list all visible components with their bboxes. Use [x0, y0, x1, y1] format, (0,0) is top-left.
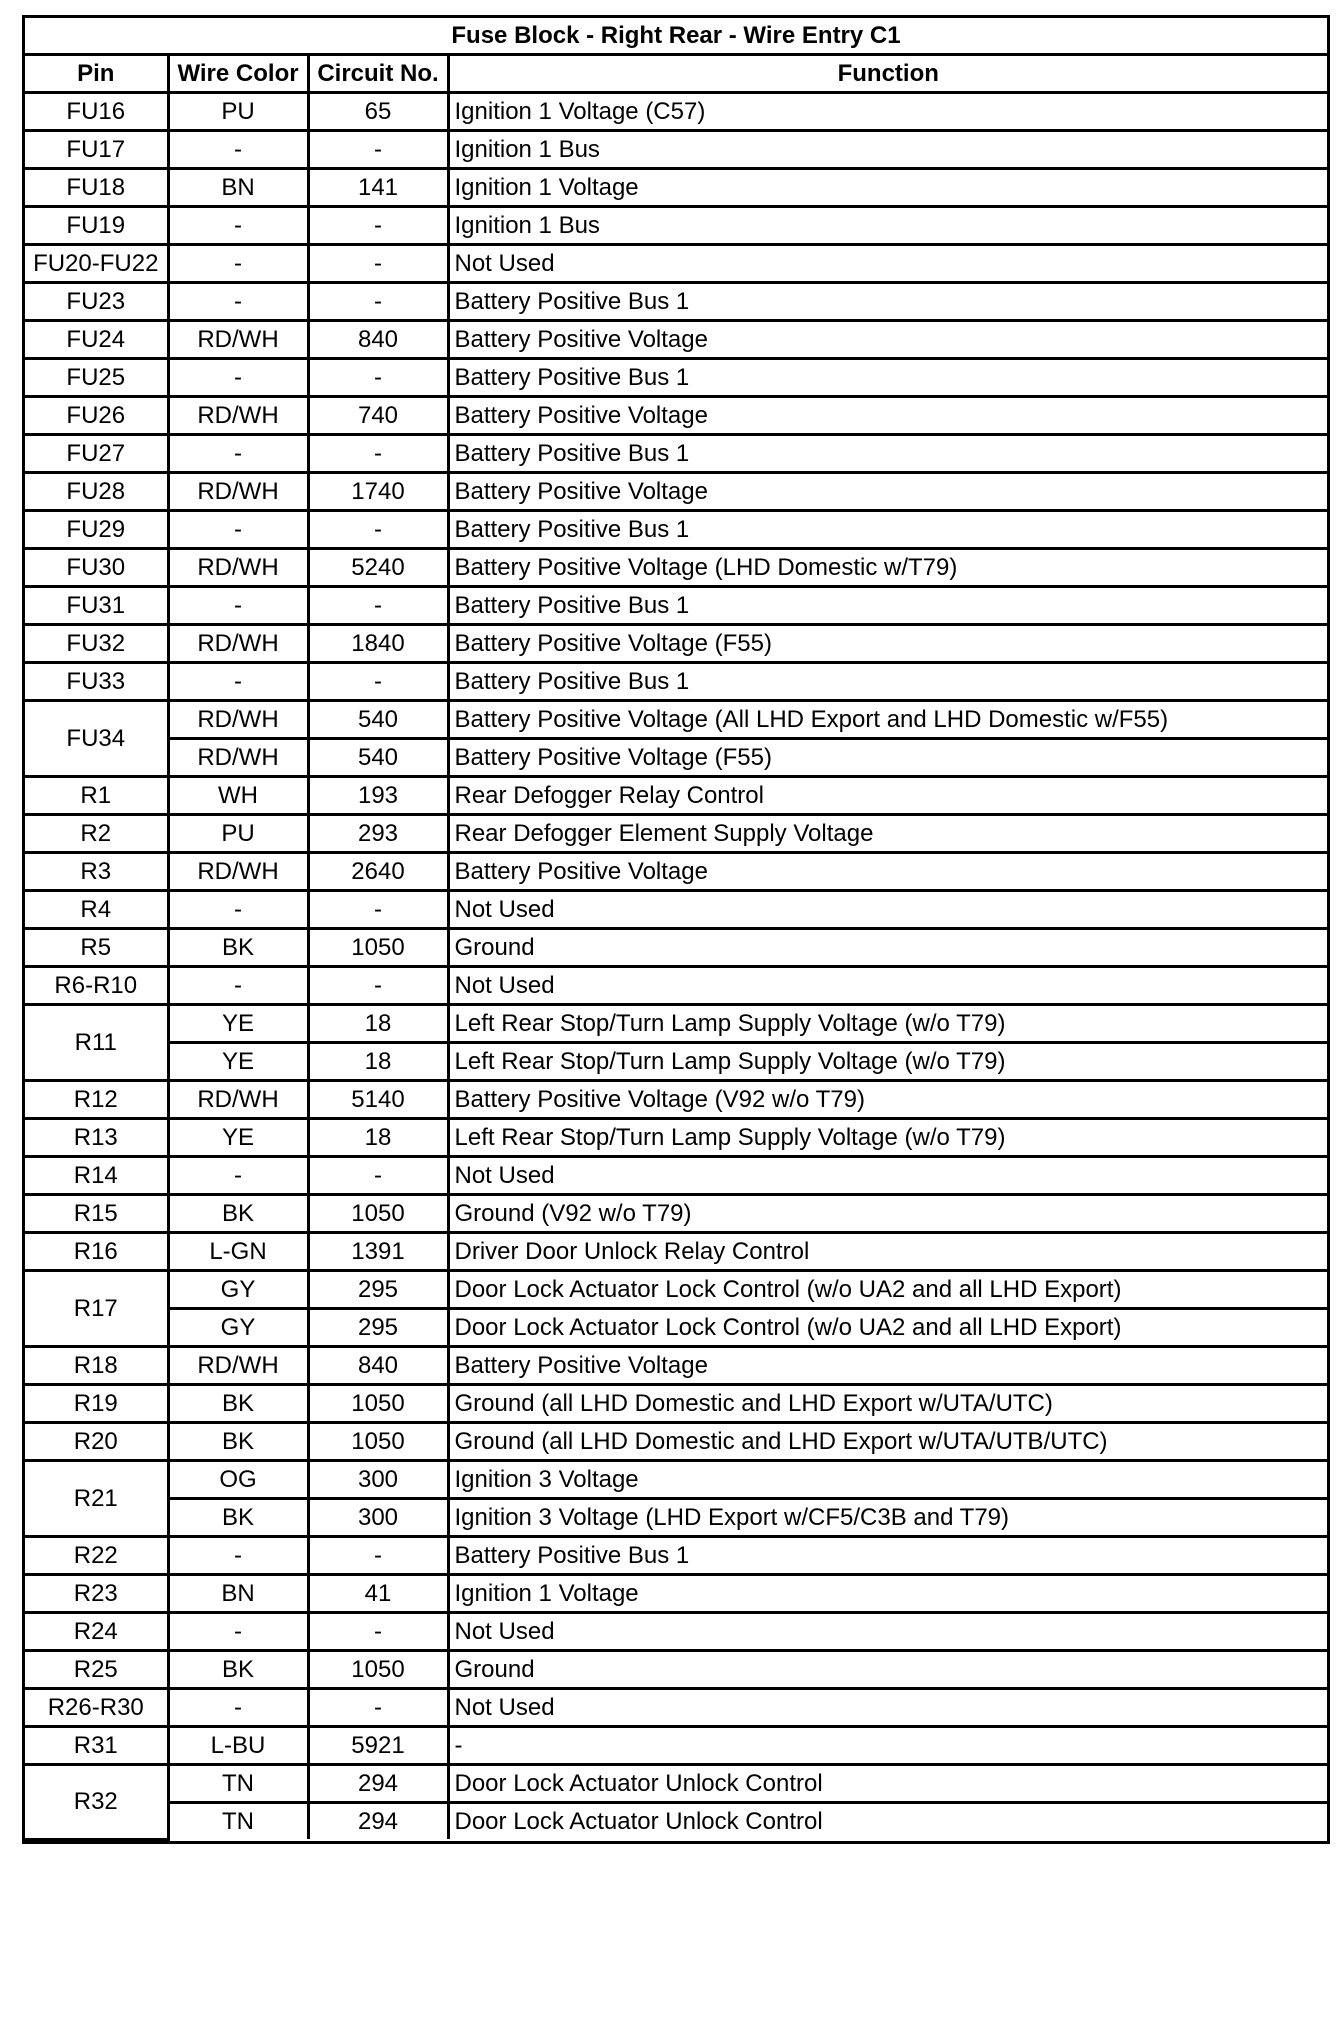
- function-cell: Not Used: [448, 245, 1327, 283]
- table-row: [25, 245, 1327, 283]
- pin-cell: FU32: [25, 625, 168, 663]
- wire-color-cell: RD/WH: [168, 739, 308, 777]
- circuit-no-cell: -: [308, 1613, 448, 1651]
- table-row: [25, 321, 1327, 359]
- circuit-no-cell: 294: [308, 1803, 448, 1840]
- function-cell: Not Used: [448, 891, 1327, 929]
- pin-cell: R3: [25, 853, 168, 891]
- wire-color-cell: BK: [168, 1385, 308, 1423]
- table-row: [25, 1689, 1327, 1727]
- circuit-no-cell: -: [308, 1537, 448, 1575]
- wire-color-cell: -: [168, 1613, 308, 1651]
- wire-color-cell: -: [168, 435, 308, 473]
- pin-cell: R6-R10: [25, 967, 168, 1005]
- table-row: [25, 1575, 1327, 1613]
- wire-color-cell: PU: [168, 93, 308, 131]
- table-row: [25, 929, 1327, 967]
- function-cell: Ignition 1 Voltage (C57): [448, 93, 1327, 131]
- wire-color-cell: RD/WH: [168, 321, 308, 359]
- table-row: [25, 1461, 1327, 1499]
- pin-cell: FU30: [25, 549, 168, 587]
- circuit-no-cell: 1050: [308, 1385, 448, 1423]
- wire-color-cell: YE: [168, 1043, 308, 1081]
- pin-cell: FU34: [25, 701, 168, 777]
- circuit-no-cell: -: [308, 1689, 448, 1727]
- wire-color-cell: RD/WH: [168, 397, 308, 435]
- circuit-no-cell: -: [308, 207, 448, 245]
- table-row: [25, 739, 1327, 777]
- wire-color-cell: -: [168, 1157, 308, 1195]
- circuit-no-cell: 18: [308, 1005, 448, 1043]
- table-row: [25, 1651, 1327, 1689]
- circuit-no-cell: 840: [308, 321, 448, 359]
- wire-color-cell: RD/WH: [168, 625, 308, 663]
- wire-color-cell: PU: [168, 815, 308, 853]
- circuit-no-cell: 300: [308, 1499, 448, 1537]
- circuit-no-cell: 1391: [308, 1233, 448, 1271]
- header-wire-color: Wire Color: [168, 55, 308, 93]
- table-body: [25, 93, 1327, 1840]
- table-row: [25, 967, 1327, 1005]
- function-cell: Battery Positive Voltage (F55): [448, 625, 1327, 663]
- wire-color-cell: -: [168, 1537, 308, 1575]
- pin-cell: R22: [25, 1537, 168, 1575]
- wire-color-cell: RD/WH: [168, 853, 308, 891]
- function-cell: Ignition 3 Voltage (LHD Export w/CF5/C3B and T79): [448, 1499, 1327, 1537]
- fuse-block-table-container: [22, 15, 1330, 1844]
- table-row: [25, 1613, 1327, 1651]
- pin-cell: R2: [25, 815, 168, 853]
- function-cell: Battery Positive Bus 1: [448, 1537, 1327, 1575]
- wire-color-cell: -: [168, 1689, 308, 1727]
- table-row: [25, 891, 1327, 929]
- table-row: [25, 169, 1327, 207]
- pin-cell: R4: [25, 891, 168, 929]
- wire-color-cell: BK: [168, 929, 308, 967]
- wire-color-cell: TN: [168, 1803, 308, 1840]
- circuit-no-cell: -: [308, 587, 448, 625]
- function-cell: Battery Positive Voltage (All LHD Export and LHD Domestic w/F55): [448, 701, 1327, 739]
- table-row: [25, 625, 1327, 663]
- function-cell: Not Used: [448, 1689, 1327, 1727]
- table-row: [25, 1727, 1327, 1765]
- circuit-no-cell: 1050: [308, 1423, 448, 1461]
- function-cell: Battery Positive Bus 1: [448, 587, 1327, 625]
- circuit-no-cell: 18: [308, 1119, 448, 1157]
- wire-color-cell: TN: [168, 1765, 308, 1803]
- wire-color-cell: YE: [168, 1005, 308, 1043]
- wire-color-cell: RD/WH: [168, 473, 308, 511]
- wire-color-cell: -: [168, 663, 308, 701]
- fuse-block-table: [25, 18, 1327, 1841]
- function-cell: Battery Positive Voltage (V92 w/o T79): [448, 1081, 1327, 1119]
- pin-cell: R26-R30: [25, 1689, 168, 1727]
- function-cell: Ignition 1 Bus: [448, 207, 1327, 245]
- pin-cell: R25: [25, 1651, 168, 1689]
- pin-cell: R17: [25, 1271, 168, 1347]
- circuit-no-cell: 5921: [308, 1727, 448, 1765]
- table-row: [25, 1499, 1327, 1537]
- pin-cell: R20: [25, 1423, 168, 1461]
- circuit-no-cell: 295: [308, 1271, 448, 1309]
- table-row: [25, 283, 1327, 321]
- pin-cell: R32: [25, 1765, 168, 1840]
- circuit-no-cell: 65: [308, 93, 448, 131]
- function-cell: Battery Positive Voltage: [448, 397, 1327, 435]
- circuit-no-cell: 293: [308, 815, 448, 853]
- table-title-row: [25, 18, 1327, 55]
- circuit-no-cell: -: [308, 359, 448, 397]
- header-circuit-no: Circuit No.: [308, 55, 448, 93]
- circuit-no-cell: 1050: [308, 929, 448, 967]
- table-row: [25, 359, 1327, 397]
- circuit-no-cell: -: [308, 131, 448, 169]
- table-row: [25, 397, 1327, 435]
- pin-cell: FU25: [25, 359, 168, 397]
- table-row: [25, 815, 1327, 853]
- wire-color-cell: YE: [168, 1119, 308, 1157]
- function-cell: Ground (all LHD Domestic and LHD Export w/UTA/UTB/UTC): [448, 1423, 1327, 1461]
- wire-color-cell: -: [168, 131, 308, 169]
- wire-color-cell: -: [168, 207, 308, 245]
- wire-color-cell: RD/WH: [168, 701, 308, 739]
- wire-color-cell: BK: [168, 1423, 308, 1461]
- table-row: [25, 777, 1327, 815]
- pin-cell: R14: [25, 1157, 168, 1195]
- pin-cell: R21: [25, 1461, 168, 1537]
- circuit-no-cell: 294: [308, 1765, 448, 1803]
- table-row: [25, 1309, 1327, 1347]
- wire-color-cell: BN: [168, 1575, 308, 1613]
- table-header-row: [25, 55, 1327, 93]
- function-cell: Battery Positive Voltage (F55): [448, 739, 1327, 777]
- wire-color-cell: RD/WH: [168, 1081, 308, 1119]
- wire-color-cell: GY: [168, 1309, 308, 1347]
- table-row: [25, 1385, 1327, 1423]
- pin-cell: FU17: [25, 131, 168, 169]
- table-row: [25, 1803, 1327, 1840]
- header-pin: Pin: [25, 55, 168, 93]
- function-cell: Battery Positive Voltage: [448, 321, 1327, 359]
- wire-color-cell: -: [168, 359, 308, 397]
- wire-color-cell: -: [168, 283, 308, 321]
- pin-cell: R11: [25, 1005, 168, 1081]
- table-row: [25, 207, 1327, 245]
- pin-cell: FU29: [25, 511, 168, 549]
- function-cell: Left Rear Stop/Turn Lamp Supply Voltage (w/o T79): [448, 1119, 1327, 1157]
- wire-color-cell: -: [168, 967, 308, 1005]
- wire-color-cell: L-BU: [168, 1727, 308, 1765]
- table-row: [25, 511, 1327, 549]
- pin-cell: FU19: [25, 207, 168, 245]
- circuit-no-cell: 5140: [308, 1081, 448, 1119]
- function-cell: Ignition 1 Voltage: [448, 169, 1327, 207]
- table-row: [25, 587, 1327, 625]
- wire-color-cell: BK: [168, 1499, 308, 1537]
- pin-cell: R5: [25, 929, 168, 967]
- function-cell: Ignition 1 Bus: [448, 131, 1327, 169]
- table-row: [25, 663, 1327, 701]
- table-row: [25, 1119, 1327, 1157]
- function-cell: Rear Defogger Relay Control: [448, 777, 1327, 815]
- function-cell: Battery Positive Voltage: [448, 853, 1327, 891]
- table-row: [25, 1157, 1327, 1195]
- table-row: [25, 1347, 1327, 1385]
- pin-cell: FU27: [25, 435, 168, 473]
- circuit-no-cell: 41: [308, 1575, 448, 1613]
- function-cell: Ignition 1 Voltage: [448, 1575, 1327, 1613]
- pin-cell: FU18: [25, 169, 168, 207]
- circuit-no-cell: 840: [308, 1347, 448, 1385]
- circuit-no-cell: 1840: [308, 625, 448, 663]
- function-cell: Ground (V92 w/o T79): [448, 1195, 1327, 1233]
- function-cell: Battery Positive Voltage: [448, 473, 1327, 511]
- function-cell: Ignition 3 Voltage: [448, 1461, 1327, 1499]
- circuit-no-cell: -: [308, 891, 448, 929]
- wire-color-cell: RD/WH: [168, 1347, 308, 1385]
- wire-color-cell: BK: [168, 1651, 308, 1689]
- pin-cell: FU26: [25, 397, 168, 435]
- table-row: [25, 1005, 1327, 1043]
- wire-color-cell: L-GN: [168, 1233, 308, 1271]
- pin-cell: R18: [25, 1347, 168, 1385]
- pin-cell: R12: [25, 1081, 168, 1119]
- function-cell: Left Rear Stop/Turn Lamp Supply Voltage (w/o T79): [448, 1005, 1327, 1043]
- table-row: [25, 1765, 1327, 1803]
- pin-cell: FU16: [25, 93, 168, 131]
- wire-color-cell: GY: [168, 1271, 308, 1309]
- pin-cell: R16: [25, 1233, 168, 1271]
- table-row: [25, 853, 1327, 891]
- circuit-no-cell: 18: [308, 1043, 448, 1081]
- table-row: [25, 131, 1327, 169]
- circuit-no-cell: 1050: [308, 1195, 448, 1233]
- circuit-no-cell: 540: [308, 701, 448, 739]
- pin-cell: R15: [25, 1195, 168, 1233]
- wire-color-cell: RD/WH: [168, 549, 308, 587]
- pin-cell: FU33: [25, 663, 168, 701]
- table-row: [25, 93, 1327, 131]
- pin-cell: R1: [25, 777, 168, 815]
- pin-cell: FU31: [25, 587, 168, 625]
- function-cell: Ground: [448, 1651, 1327, 1689]
- circuit-no-cell: 540: [308, 739, 448, 777]
- function-cell: Battery Positive Voltage (LHD Domestic w/T79): [448, 549, 1327, 587]
- function-cell: Rear Defogger Element Supply Voltage: [448, 815, 1327, 853]
- circuit-no-cell: -: [308, 245, 448, 283]
- circuit-no-cell: -: [308, 511, 448, 549]
- pin-cell: FU28: [25, 473, 168, 511]
- circuit-no-cell: 141: [308, 169, 448, 207]
- pin-cell: R19: [25, 1385, 168, 1423]
- function-cell: Door Lock Actuator Lock Control (w/o UA2 and all LHD Export): [448, 1309, 1327, 1347]
- circuit-no-cell: 740: [308, 397, 448, 435]
- wire-color-cell: BN: [168, 169, 308, 207]
- function-cell: Door Lock Actuator Lock Control (w/o UA2 and all LHD Export): [448, 1271, 1327, 1309]
- function-cell: Door Lock Actuator Unlock Control: [448, 1765, 1327, 1803]
- wire-color-cell: -: [168, 511, 308, 549]
- pin-cell: FU24: [25, 321, 168, 359]
- circuit-no-cell: 2640: [308, 853, 448, 891]
- function-cell: Ground (all LHD Domestic and LHD Export w/UTA/UTC): [448, 1385, 1327, 1423]
- pin-cell: FU23: [25, 283, 168, 321]
- function-cell: Not Used: [448, 967, 1327, 1005]
- circuit-no-cell: 5240: [308, 549, 448, 587]
- function-cell: Left Rear Stop/Turn Lamp Supply Voltage (w/o T79): [448, 1043, 1327, 1081]
- wire-color-cell: -: [168, 587, 308, 625]
- header-function: Function: [448, 55, 1327, 93]
- circuit-no-cell: -: [308, 283, 448, 321]
- function-cell: Battery Positive Bus 1: [448, 663, 1327, 701]
- pin-cell: R24: [25, 1613, 168, 1651]
- function-cell: Not Used: [448, 1613, 1327, 1651]
- wire-color-cell: -: [168, 245, 308, 283]
- table-row: [25, 549, 1327, 587]
- pin-cell: R23: [25, 1575, 168, 1613]
- wire-color-cell: WH: [168, 777, 308, 815]
- circuit-no-cell: 193: [308, 777, 448, 815]
- function-cell: Battery Positive Bus 1: [448, 511, 1327, 549]
- table-row: [25, 1423, 1327, 1461]
- table-row: [25, 435, 1327, 473]
- table-title: Fuse Block - Right Rear - Wire Entry C1: [25, 18, 1327, 55]
- function-cell: Battery Positive Voltage: [448, 1347, 1327, 1385]
- table-row: [25, 1043, 1327, 1081]
- wire-color-cell: -: [168, 891, 308, 929]
- function-cell: Battery Positive Bus 1: [448, 435, 1327, 473]
- pin-cell: R31: [25, 1727, 168, 1765]
- circuit-no-cell: -: [308, 967, 448, 1005]
- circuit-no-cell: -: [308, 1157, 448, 1195]
- pin-cell: FU20-FU22: [25, 245, 168, 283]
- circuit-no-cell: 1050: [308, 1651, 448, 1689]
- function-cell: Ground: [448, 929, 1327, 967]
- circuit-no-cell: 300: [308, 1461, 448, 1499]
- wire-color-cell: OG: [168, 1461, 308, 1499]
- wire-color-cell: BK: [168, 1195, 308, 1233]
- function-cell: Not Used: [448, 1157, 1327, 1195]
- function-cell: -: [448, 1727, 1327, 1765]
- circuit-no-cell: -: [308, 435, 448, 473]
- function-cell: Battery Positive Bus 1: [448, 283, 1327, 321]
- table-row: [25, 1195, 1327, 1233]
- table-row: [25, 1233, 1327, 1271]
- table-row: [25, 1271, 1327, 1309]
- circuit-no-cell: -: [308, 663, 448, 701]
- table-row: [25, 1081, 1327, 1119]
- function-cell: Battery Positive Bus 1: [448, 359, 1327, 397]
- circuit-no-cell: 295: [308, 1309, 448, 1347]
- function-cell: Driver Door Unlock Relay Control: [448, 1233, 1327, 1271]
- circuit-no-cell: 1740: [308, 473, 448, 511]
- table-row: [25, 473, 1327, 511]
- table-row: [25, 1537, 1327, 1575]
- pin-cell: R13: [25, 1119, 168, 1157]
- table-row: [25, 701, 1327, 739]
- function-cell: Door Lock Actuator Unlock Control: [448, 1803, 1327, 1840]
